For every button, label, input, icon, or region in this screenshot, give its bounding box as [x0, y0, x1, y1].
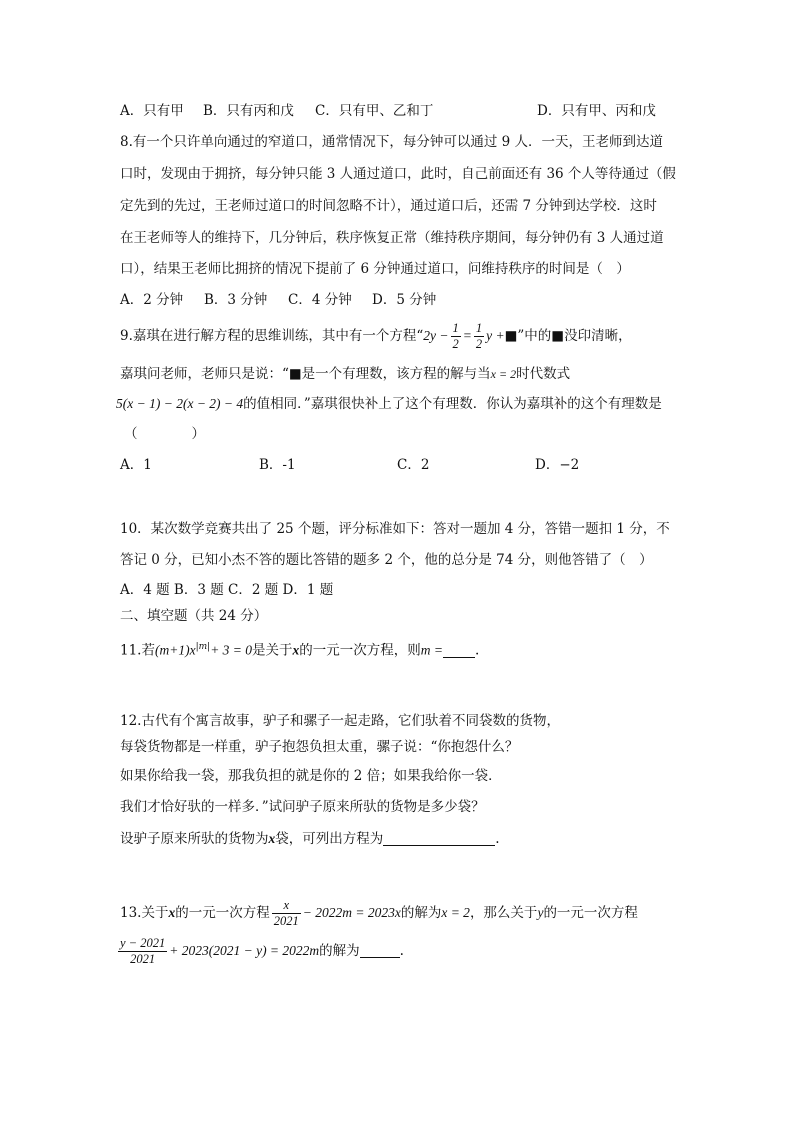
q10-line: 答记 0 分，已知小杰不答的题比答错的题多 2 个，他的总分是 74 分，则他答错了（ ） [120, 552, 653, 568]
q9-line-3 [116, 394, 662, 414]
q12-line: 我们才恰好驮的一样多．”试问驴子原来所驮的货物是多少袋？ [120, 799, 485, 815]
q13-text: . [399, 943, 404, 959]
q13-fraction [118, 936, 167, 967]
frac-numerator: x [272, 898, 301, 914]
q13-text: 13.关于 [120, 905, 169, 921]
q9-option-c: C．2 [397, 457, 430, 473]
q11-math: (m+1)x [154, 642, 196, 658]
q9-text: 的值相同．”嘉琪很快补上了这个有理数．你认为嘉琪补的这个有理数是 [243, 396, 662, 412]
question-11 [120, 637, 479, 661]
q11-text: 11.若 [120, 642, 155, 659]
q9-text: 嘉琪问老师，老师只是说：“■是一个有理数，该方程的解与当 [120, 366, 491, 382]
q9-fraction-1 [451, 321, 461, 352]
answer-blank [360, 943, 400, 958]
q13-text: 的一元一次方程 [543, 905, 638, 921]
q13-math: − 2022m = 2023x [302, 905, 401, 920]
q9-line-2 [120, 364, 570, 384]
q11-exponent: |m| [195, 642, 211, 652]
frac-numerator: y − 2021 [120, 936, 166, 950]
frac-denominator: 2 [452, 337, 459, 352]
q7-option-b: B．只有丙和戊 [203, 103, 294, 119]
q13-text: 的一元一次方程 [175, 905, 270, 921]
q11-text: 是关于 [252, 642, 293, 659]
q9-eq-right: y + [486, 328, 505, 343]
q9-option-a: A．1 [120, 457, 152, 473]
q11-variable: x [292, 642, 300, 658]
q13-variable: x [168, 905, 176, 920]
q8-option-d: D．5 分钟 [372, 292, 437, 308]
q9-option-d: D．−2 [535, 457, 580, 473]
q13-text: 的解为 [400, 905, 442, 921]
q10-options: A．4 题 B．3 题 C．2 题 D．1 题 [120, 582, 334, 598]
q9-line-1 [120, 317, 632, 355]
q7-option-a: A．只有甲 [120, 103, 184, 119]
q13-line-1 [120, 894, 638, 932]
q13-math: + 2023(2021 − y) = 2022m [169, 943, 320, 958]
q9-text: 时代数式 [516, 366, 571, 382]
q9-line-4: （ ） [124, 426, 205, 442]
square-icon: ■ [504, 328, 518, 344]
q11-text: . [475, 642, 480, 659]
q9-expression: 5(x − 1) − 2(x − 2) − 4 [116, 396, 244, 411]
q8-line: 口时，发现由于拥挤，每分钟只能 3 人通过道口，此时，自己前面还有 36 个人等待通过（假 [120, 166, 676, 182]
q9-option-b: B．-1 [259, 457, 296, 473]
q9-eq-left: 2y − [423, 328, 449, 343]
answer-blank [383, 831, 495, 846]
q8-line: 定先到的先过，王老师过道口的时间忽略不计），通过道口后，还需 7 分钟到达学校．这时 [120, 198, 657, 214]
q8-option-b: B．3 分钟 [204, 292, 268, 308]
q7-option-d: D．只有甲、丙和戊 [537, 103, 656, 119]
q11-text: 的一元一次方程，则 [299, 642, 421, 659]
q8-line: 8.有一个只许单向通过的窄道口，通常情况下，每分钟可以通过 9 人．一天，王老师到达道 [120, 134, 664, 150]
q12-line: 如果你给我一袋，那我负担的就是你的 2 倍；如果我给你一袋． [120, 768, 502, 784]
frac-denominator: 2021 [273, 914, 299, 928]
q13-variable: y [537, 905, 544, 920]
q12-text: . [495, 831, 500, 847]
q12-line: 12.古代有个寓言故事，驴子和骡子一起走路，它们驮着不同袋数的货物， [120, 713, 560, 729]
q13-fraction [272, 898, 301, 929]
q9-eq-equals: = [462, 328, 472, 343]
frac-numerator: 1 [475, 321, 483, 336]
q13-line-2 [116, 932, 404, 970]
q9-text: ”中的■没印清晰， [517, 328, 632, 344]
q8-line: 口），结果王老师比拥挤的情况下提前了 6 分钟通过道口，问维持秩序的时间是（ ） [120, 261, 630, 277]
frac-denominator: 2021 [130, 952, 156, 966]
frac-denominator: 2 [475, 337, 483, 352]
q13-math: x = 2 [441, 905, 470, 920]
q12-variable: x [268, 831, 276, 846]
q9-condition-math: x = 2 [490, 367, 517, 381]
q12-line: 每袋货物都是一样重，驴子抱怨负担太重，骡子说：“你抱怨什么？ [120, 739, 519, 755]
q7-option-c: C．只有甲、乙和丁 [315, 103, 434, 119]
q11-math: + 3 = 0 [210, 642, 253, 658]
q9-fraction-2 [474, 321, 484, 352]
q10-line: 10．某次数学竞赛共出了 25 个题，评分标准如下：答对一题加 4 分，答错一题扣 1 分，不 [120, 521, 670, 537]
frac-numerator: 1 [452, 321, 459, 336]
q11-math: m = [420, 642, 444, 658]
q8-option-c: C．4 分钟 [288, 292, 352, 308]
q12-text: 袋，可列出方程为 [275, 831, 384, 847]
q8-option-a: A．2 分钟 [120, 292, 184, 308]
q13-text: 的解为 [319, 943, 360, 959]
q8-line: 在王老师等人的维持下，几分钟后，秩序恢复正常（维持秩序期间，每分钟仍有 3 人通过道 [120, 230, 664, 246]
section-title: 二、填空题（共 24 分） [120, 608, 268, 624]
answer-blank [443, 643, 475, 658]
q9-equation [423, 321, 518, 352]
q12-text: 设驴子原来所驮的货物为 [120, 831, 269, 847]
q12-last-line [120, 829, 500, 849]
q9-text: 9.嘉琪在进行解方程的思维训练，其中有一个方程“ [120, 328, 424, 344]
q13-text: ，那么关于 [469, 905, 538, 921]
